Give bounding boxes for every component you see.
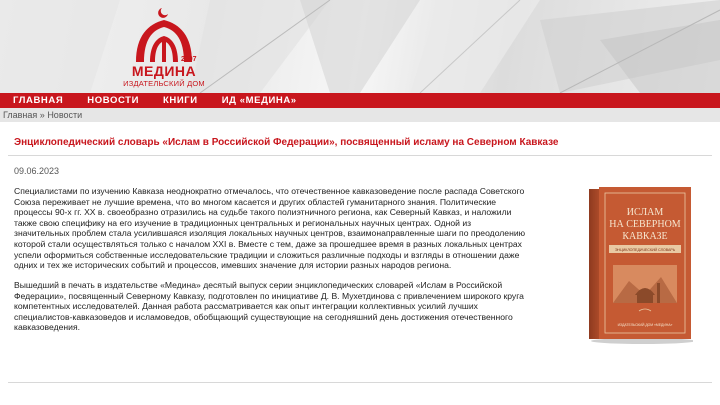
- book-title-line: КАВКАЗЕ: [622, 231, 668, 242]
- logo-year: 2007: [181, 56, 197, 63]
- site-header: [0, 0, 720, 93]
- nav-item-about[interactable]: ИД «МЕДИНА»: [221, 95, 297, 106]
- header-background-decoration: [0, 0, 720, 93]
- book-cover-image: [585, 185, 693, 345]
- logo-name: МЕДИНА: [131, 63, 197, 79]
- paragraph-line: процессы 90-х гг. XX в. своеобразно отразились на судьбе такого полиэтничного региона, как Северный Кавказ, и наложили: [14, 207, 512, 218]
- paragraph-line: Союза переживает не лучшие времена, что во многом касается и других областей гуманитарного знания. Политические: [14, 196, 497, 207]
- book-title-line: НА СЕВЕРНОМ: [609, 219, 681, 230]
- nav-item-books[interactable]: КНИГИ: [163, 95, 198, 106]
- article-paragraph-2: [14, 280, 567, 333]
- article-date: 09.06.2023: [14, 166, 60, 176]
- paragraph-line: компетентных исследователей. Данная работа рассматривается как опыт интеграции коллективных усилий лучших: [14, 301, 478, 312]
- paragraph-line: успели оформиться собственные исследовательские традиции и сложиться различные подходы и взгляды в отношении даже: [14, 249, 520, 260]
- paragraph-line: также свою специфику на его изучение в традиционных центральных и региональных научных центрах. Одной из: [14, 217, 472, 228]
- paragraph-line: Вышедший в печать в издательстве «Медина» десятый выпуск серии энциклопедических словарей «Ислам в Российской: [14, 280, 503, 290]
- footer-divider: [8, 382, 712, 383]
- paragraph-line: специалистов-кавказоведов и исламоведов, обобщающий существующие на сегодняшний день достижения отечественного: [14, 311, 513, 322]
- logo-subtitle: ИЗДАТЕЛЬСКИЙ ДОМ: [123, 79, 205, 88]
- book-publisher: ИЗДАТЕЛЬСКИЙ ДОМ «МЕДИНА»: [617, 323, 673, 327]
- breadcrumb-home-link[interactable]: Главная: [3, 110, 38, 120]
- paragraph-line: значительных проблем стала усилившаяся изоляция локальных научных центров, взаимонаправленные шаги по преодолению: [14, 228, 526, 239]
- article-paragraph-1: [14, 186, 567, 271]
- book-title-line: ИСЛАМ: [626, 207, 664, 218]
- breadcrumb-separator: »: [39, 110, 45, 120]
- nav-item-home[interactable]: ГЛАВНАЯ: [13, 95, 64, 106]
- paragraph-line: одних и тех же исторических событий и процессов, имевших значение для истории разных народов региона.: [14, 260, 452, 271]
- divider: [8, 155, 712, 156]
- paragraph-line: кавказоведения.: [14, 322, 80, 333]
- breadcrumb-current: Новости: [47, 110, 83, 120]
- article-title: Энциклопедический словарь «Ислам в Российской Федерации», посвященный исламу на Северном Кавказе: [14, 137, 559, 148]
- paragraph-line: которой стали осуществляться только с началом XXI в. Вместе с тем, даже за прошедшее время в разных локальных центрах: [14, 238, 522, 249]
- main-nav: [0, 93, 720, 108]
- book-subtitle: ЭНЦИКЛОПЕДИЧЕСКИЙ СЛОВАРЬ: [614, 248, 676, 252]
- breadcrumb: [0, 108, 720, 122]
- paragraph-line: Специалистами по изучению Кавказа неоднократно отмечалось, что отечественное кавказоведение после распада Советского: [14, 186, 525, 196]
- nav-item-news[interactable]: НОВОСТИ: [87, 95, 140, 106]
- paragraph-line: Федерации», посвященный Северному Кавказу, подготовлен по инициативе Д. В. Мухетдинова с привлечением широкого круга: [14, 290, 524, 301]
